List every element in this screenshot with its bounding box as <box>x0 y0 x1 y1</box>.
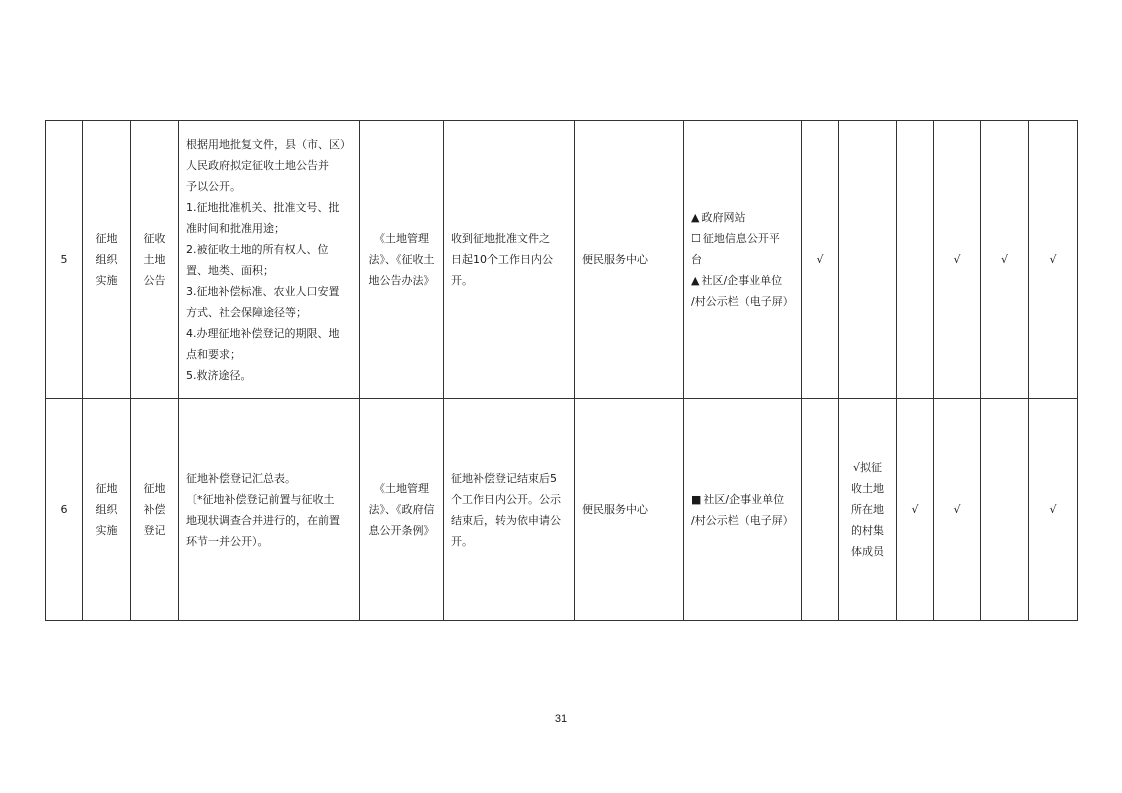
table-row <box>46 121 1078 399</box>
disclosure-table <box>45 120 1078 621</box>
stage-cell: 征地 组织 实施 <box>83 121 131 399</box>
filled-square-icon: ■ <box>691 492 702 506</box>
timing-cell: 征地补偿登记结束后5 个工作日内公开。公示 结束后，转为依申请公 开。 <box>444 399 575 621</box>
check-mark-cell: √ <box>934 399 981 621</box>
triangle-icon: ▲ <box>691 274 700 287</box>
subject-cell: 便民服务中心 <box>575 121 684 399</box>
target-cell <box>839 121 897 399</box>
table-row <box>46 399 1078 621</box>
check-mark-cell: √ <box>1029 399 1078 621</box>
check-mark-cell: √ <box>981 121 1029 399</box>
stage-cell: 征地 组织 实施 <box>83 399 131 621</box>
content-cell: 征地补偿登记汇总表。 〔*征地补偿登记前置与征收土 地现状调查合并进行的，在前置 环节一并公开）。 <box>179 399 360 621</box>
row-number: 5 <box>46 121 83 399</box>
row-number: 6 <box>46 399 83 621</box>
page-number: 31 <box>554 713 568 725</box>
channel-cell: ■ 社区/企事业单位 /村公示栏（电子屏） <box>684 399 802 621</box>
check-mark-cell: √ <box>897 399 934 621</box>
basis-cell: 《土地管理 法》、《政府信 息公开条例》 <box>360 399 444 621</box>
content-cell: 根据用地批复文件，县（市、区） 人民政府拟定征收土地公告并 予以公开。 1.征地批准机关、批准文号、批 准时间和批准用途； 2.被征收土地的所有权人、位 置、地类、面积； 3.征地补偿标准、农业人口安置 方式、社会保障途径等； 4.办理征地补偿登记的期限、地 点和要求； 5.救济途径。 <box>179 121 360 399</box>
item-cell: 征地 补偿 登记 <box>131 399 179 621</box>
target-cell: √拟征 收土地 所在地 的村集 体成员 <box>839 399 897 621</box>
triangle-icon: ▲ <box>691 211 700 224</box>
basis-cell: 《土地管理 法》、《征收土 地公告办法》 <box>360 121 444 399</box>
check-mark-cell <box>897 121 934 399</box>
subject-cell: 便民服务中心 <box>575 399 684 621</box>
square-outline-icon: ☐ <box>691 232 701 245</box>
check-mark-cell: √ <box>1029 121 1078 399</box>
check-mark-cell: √ <box>934 121 981 399</box>
check-mark-cell <box>981 399 1029 621</box>
check-mark-cell <box>802 399 839 621</box>
channel-cell: ▲ 政府网站 ☐ 征地信息公开平 台 ▲ 社区/企事业单位 /村公示栏（电子屏） <box>684 121 802 399</box>
check-mark-cell: √ <box>802 121 839 399</box>
timing-cell: 收到征地批准文件之 日起10个工作日内公 开。 <box>444 121 575 399</box>
item-cell: 征收 土地 公告 <box>131 121 179 399</box>
